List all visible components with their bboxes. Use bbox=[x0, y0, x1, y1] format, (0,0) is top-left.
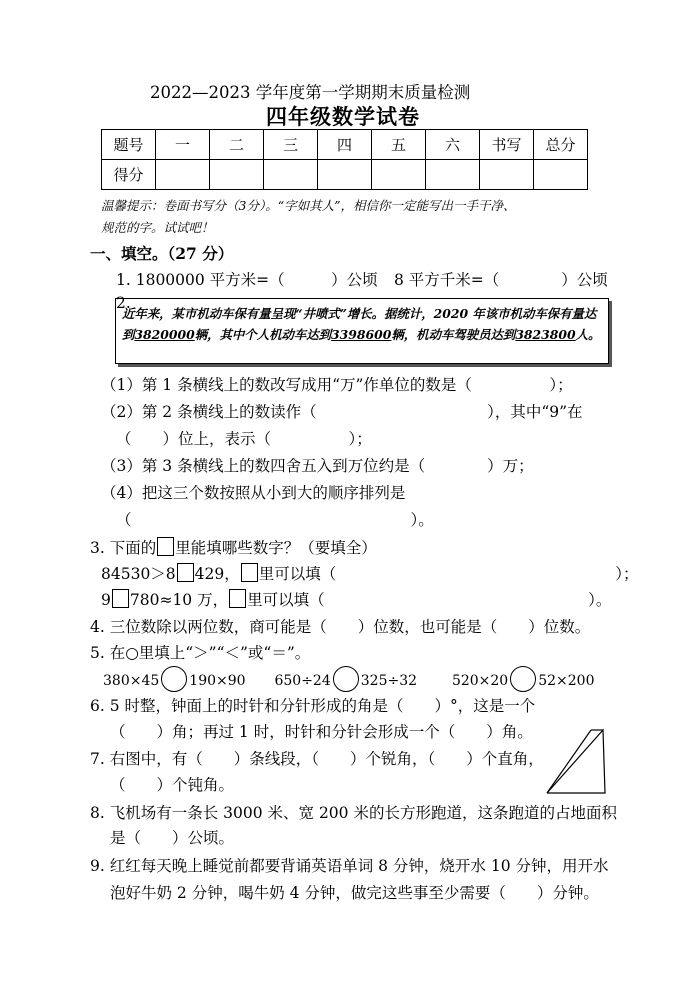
q5-title: 5. 在○里填上“＞”“＜”或“＝”。 bbox=[90, 644, 311, 662]
compare-circle-icon[interactable] bbox=[333, 666, 359, 692]
score-cell: 一 bbox=[156, 130, 210, 160]
score-cell: 书写 bbox=[480, 130, 534, 160]
score-cell: 五 bbox=[372, 130, 426, 160]
q2-underlined-number-3: 3823800 bbox=[515, 327, 576, 342]
score-table-header-row bbox=[102, 130, 588, 160]
score-cell: 三 bbox=[264, 130, 318, 160]
q2-sub3: （3）第 3 条横线上的数四舍五入到万位约是（ ）万； bbox=[101, 457, 534, 475]
q2-underlined-number-2: 3398600 bbox=[331, 327, 392, 342]
blank-box-icon[interactable] bbox=[112, 589, 129, 608]
section-title: 一、填空。（27 分） bbox=[90, 244, 234, 263]
score-input-cell[interactable] bbox=[318, 160, 372, 190]
score-input-cell[interactable] bbox=[534, 160, 588, 190]
q4-text: 4. 三位数除以两位数，商可能是（ ）位数，也可能是（ ）位数。 bbox=[90, 618, 591, 636]
q1-part-a: 1. 1800000 平方米=（ ）公顷 bbox=[116, 271, 378, 289]
q6-line2: （ ）角；再过 1 时，时针和分针会形成一个（ ）角。 bbox=[110, 723, 533, 741]
tip-line-2: 规范的字。试试吧！ bbox=[101, 220, 214, 235]
q2-sub4b: （ ）。 bbox=[116, 511, 434, 529]
q8-line1: 8. 飞机场有一条长 3000 米、宽 200 米的长方形跑道，这条跑道的占地面积 bbox=[90, 804, 617, 822]
score-cell: 六 bbox=[426, 130, 480, 160]
q2-passage-box bbox=[115, 298, 609, 364]
q2-sub4a: （4）把这三个数按照从小到大的顺序排列是 bbox=[101, 484, 406, 502]
q3-title: 3. 下面的 里能填哪些数字？（要填全） bbox=[90, 539, 377, 557]
score-input-cell[interactable] bbox=[210, 160, 264, 190]
score-input-cell[interactable] bbox=[426, 160, 480, 190]
score-cell: 总分 bbox=[534, 130, 588, 160]
compare-circle-icon[interactable] bbox=[510, 666, 536, 692]
score-cell: 得分 bbox=[102, 160, 156, 190]
score-input-cell[interactable] bbox=[372, 160, 426, 190]
blank-box-icon bbox=[241, 563, 258, 582]
compare-circle-icon[interactable] bbox=[161, 666, 187, 692]
q1-part-b: 8 平方千米=（ ）公顷 bbox=[394, 271, 608, 289]
q7-line2: （ ）个钝角。 bbox=[110, 776, 235, 794]
score-cell: 题号 bbox=[102, 130, 156, 160]
score-cell: 二 bbox=[210, 130, 264, 160]
score-cell: 四 bbox=[318, 130, 372, 160]
q2-sub1: （1）第 1 条横线上的数改写成用“万”作单位的数是（ ）； bbox=[101, 376, 573, 394]
blank-box-icon bbox=[229, 589, 246, 608]
q7-triangle-figure bbox=[545, 727, 607, 795]
q6-line1: 6. 5 时整，钟面上的时针和分针形成的角是（ ）°，这是一个 bbox=[90, 697, 536, 715]
tip-line-1: 温馨提示：卷面书写分（3分）。“字如其人”，相信你一定能写出一手干净、 bbox=[101, 198, 516, 213]
score-input-cell[interactable] bbox=[264, 160, 318, 190]
q7-line1: 7. 右图中，有（ ）条线段，（ ）个锐角，（ ）个直角， bbox=[90, 750, 544, 768]
q2-sub2a: （2）第 2 条横线上的数读作（ ），其中“9”在 bbox=[101, 403, 583, 421]
q2-underlined-number-1: 3820000 bbox=[134, 327, 195, 342]
exam-title: 2022—2023 学年度第一学期期末质量检测 bbox=[150, 83, 471, 102]
q2-passage: 近年来，某市机动车保有量呈现“井喷式”增长。据统计，2020 年该市机动车保有量达到3820000辆，其中个人机动车达到3398600辆，机动车驾驶员达到3823800人。 bbox=[122, 306, 601, 342]
q3-line2: 9 780≈10 万， 里可以填（ ）。 bbox=[101, 591, 612, 609]
score-input-cell[interactable] bbox=[480, 160, 534, 190]
q2-sub2b: （ ）位上，表示（ ）； bbox=[116, 430, 372, 448]
q3-line1: 84530＞8 429， 里可以填（ ）； bbox=[101, 565, 639, 583]
blank-box-icon bbox=[157, 537, 174, 556]
exam-subtitle: 四年级数学试卷 bbox=[266, 104, 420, 129]
q9-line2: 泡好牛奶 2 分钟，喝牛奶 4 分钟，做完这些事至少需要（ ）分钟。 bbox=[110, 884, 599, 902]
score-table-score-row bbox=[102, 160, 588, 190]
q9-line1: 9. 红红每天晚上睡觉前都要背诵英语单词 8 分钟，烧开水 10 分钟，用开水 bbox=[90, 857, 609, 875]
q5-comparisons: 380×45 190×90 650÷24 325÷32 520×20 52×200 bbox=[103, 666, 595, 692]
score-input-cell[interactable] bbox=[156, 160, 210, 190]
q2-number: 2. bbox=[116, 294, 131, 312]
score-table bbox=[101, 129, 588, 190]
q8-line2: 是（ ）公顷。 bbox=[110, 829, 235, 847]
blank-box-icon[interactable] bbox=[177, 563, 194, 582]
